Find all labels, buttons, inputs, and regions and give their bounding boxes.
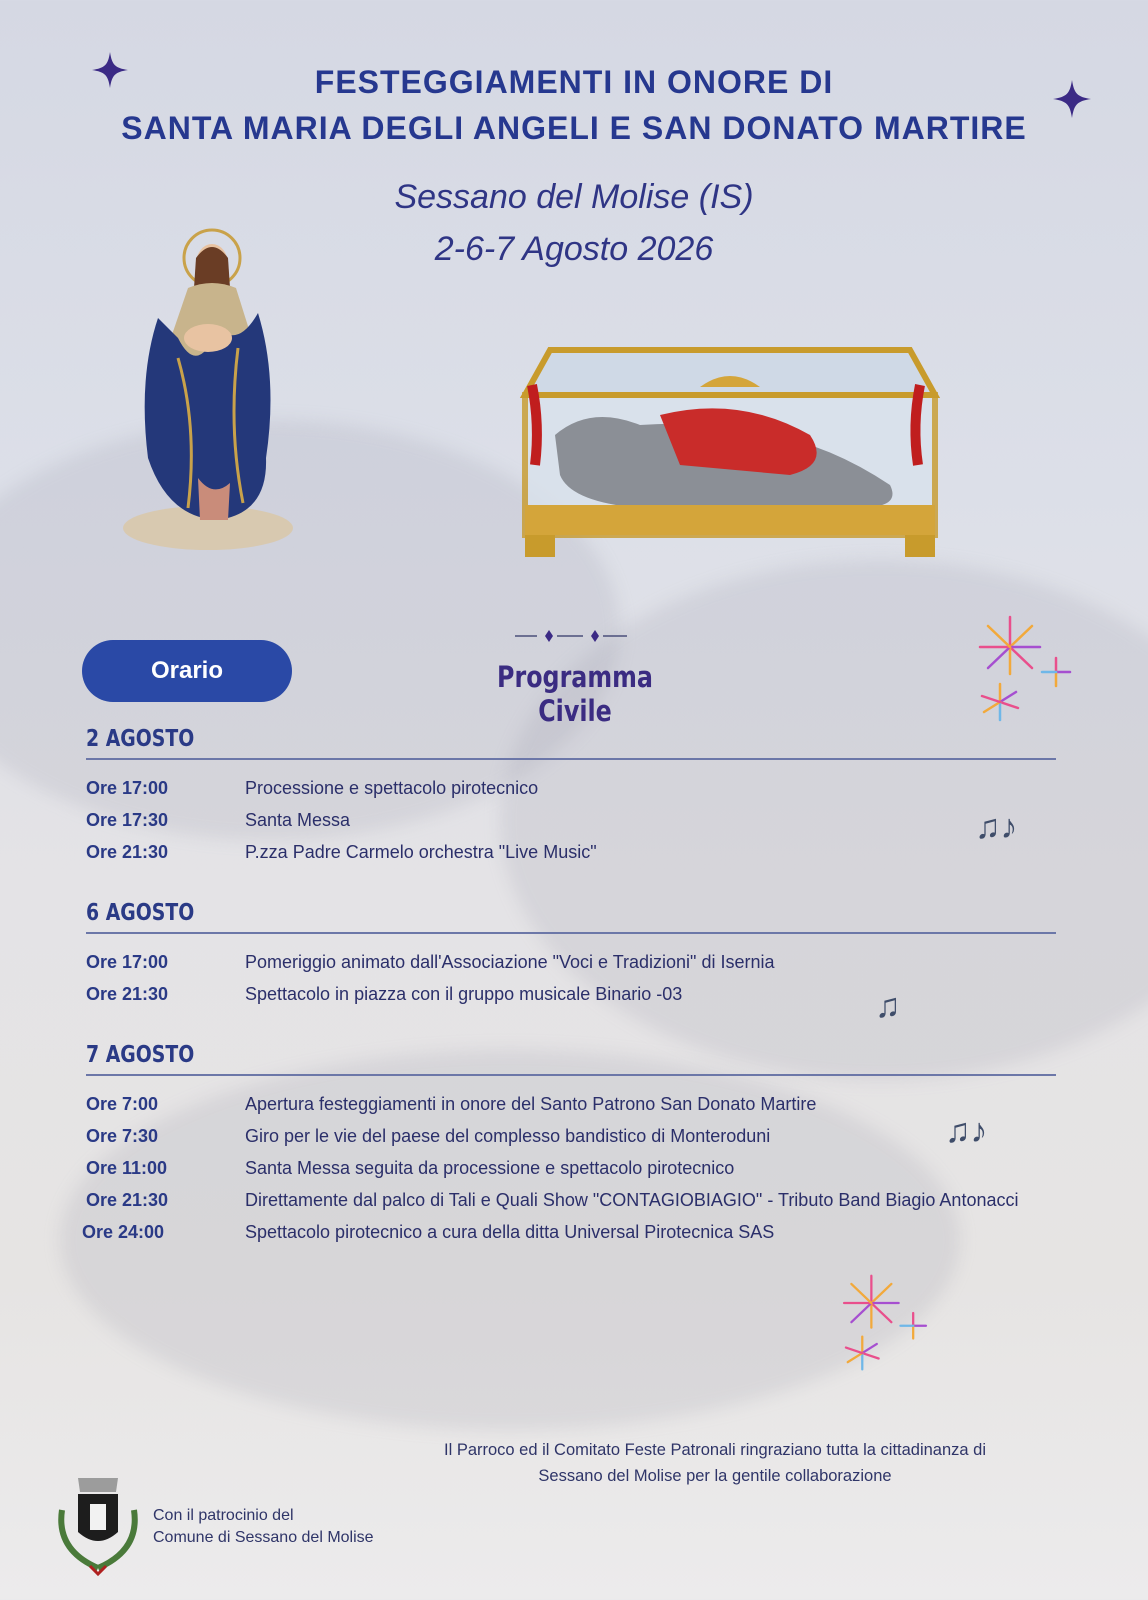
event-time: Ore 21:30 — [86, 1190, 169, 1210]
program-title: Programma Civile — [497, 660, 653, 728]
day-heading-7-agosto: 7 AGOSTO — [86, 1042, 1056, 1076]
schedule-row — [0, 984, 1148, 1014]
event-description: Santa Messa — [245, 810, 351, 830]
event-time: Ore 11:00 — [86, 1158, 168, 1178]
municipal-crest-icon — [56, 1470, 140, 1580]
thanks-line-2: Sessano del Molise per la gentile collaborazione — [538, 1467, 892, 1485]
schedule-row — [0, 778, 1148, 808]
event-description: Direttamente dal palco di Tali e Quali Show "CONTAGIOBIAGIO" - Tributo Band Biagio Antonacci — [245, 1190, 1019, 1210]
event-description: Processione e spettacolo pirotecnico — [245, 778, 539, 798]
music-note-icon: ♫♪ — [945, 1112, 988, 1150]
reliquary-image — [510, 325, 946, 570]
day-heading-2-agosto: 2 AGOSTO — [86, 726, 1056, 760]
thanks-line-1: Il Parroco ed il Comitato Feste Patronali ringraziano tutta la cittadinanza di — [443, 1441, 987, 1459]
event-time: Ore 7:30 — [86, 1126, 159, 1146]
patronage-line-2: Comune di Sessano del Molise — [153, 1529, 374, 1546]
thanks-message — [400, 1437, 1030, 1489]
event-time: Ore 24:00 — [82, 1222, 165, 1242]
event-time: Ore 17:00 — [86, 778, 169, 798]
schedule-row — [0, 952, 1148, 982]
event-description: Santa Messa seguita da processione e spettacolo pirotecnico — [245, 1158, 735, 1178]
day-heading-6-agosto: 6 AGOSTO — [86, 900, 1056, 934]
patronage-line-1: Con il patrocinio del — [153, 1507, 294, 1524]
madonna-statue-image — [118, 228, 298, 550]
event-time: Ore 17:30 — [86, 810, 169, 830]
event-description: Giro per le vie del paese del complesso bandistico di Monteroduni — [245, 1126, 771, 1146]
title-line-2: SANTA MARIA DEGLI ANGELI E SAN DONATO MARTIRE — [121, 110, 1027, 146]
firework-icon — [970, 612, 1080, 727]
event-description: Spettacolo in piazza con il gruppo musicale Binario -03 — [245, 984, 683, 1004]
patronage-note — [153, 1505, 374, 1549]
orario-badge: Orario — [82, 640, 292, 702]
firework-icon — [835, 1266, 935, 1381]
event-dates: 2-6-7 Agosto 2026 — [434, 230, 714, 268]
schedule-row — [0, 1158, 1148, 1188]
event-time: Ore 7:00 — [86, 1094, 159, 1114]
music-note-icon: ♫ — [875, 987, 901, 1025]
event-time: Ore 21:30 — [86, 842, 169, 862]
schedule-row — [0, 1190, 1148, 1220]
event-description: Apertura festeggiamenti in onore del Santo Patrono San Donato Martire — [245, 1094, 817, 1114]
event-time: Ore 21:30 — [86, 984, 169, 1004]
music-note-icon: ♫♪ — [975, 808, 1018, 846]
event-time: Ore 17:00 — [86, 952, 169, 972]
location: Sessano del Molise (IS) — [394, 178, 754, 216]
divider-ornament — [515, 628, 635, 644]
title-line-1: FESTEGGIAMENTI IN ONORE DI — [314, 64, 834, 100]
event-description: Spettacolo pirotecnico a cura della ditta Universal Pirotecnica SAS — [245, 1222, 775, 1242]
event-description: Pomeriggio animato dall'Associazione "Voci e Tradizioni" di Isernia — [245, 952, 775, 972]
schedule-row — [0, 1222, 1148, 1252]
event-description: P.zza Padre Carmelo orchestra "Live Music" — [245, 842, 597, 862]
